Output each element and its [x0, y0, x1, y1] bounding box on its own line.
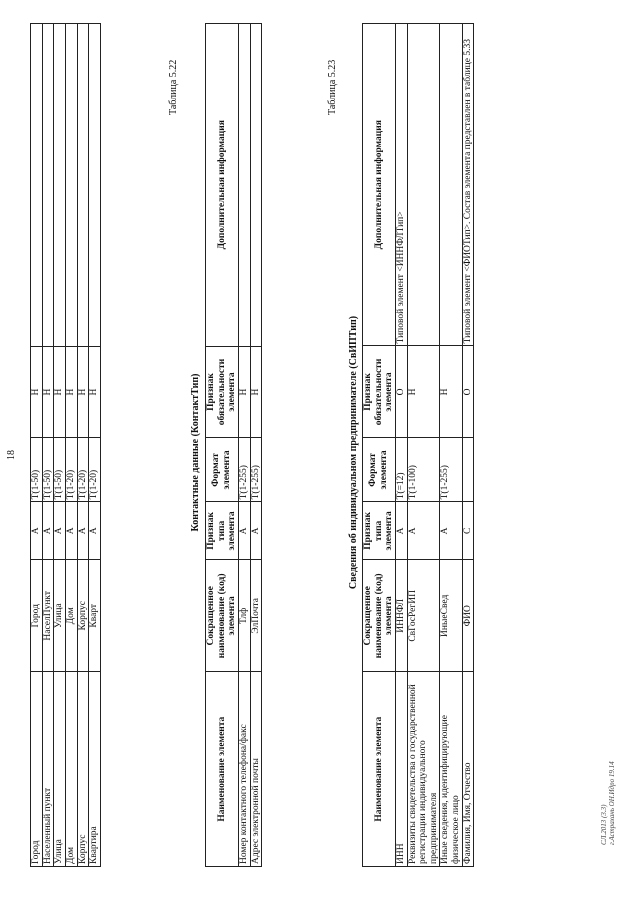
cell-req: О	[462, 346, 474, 438]
cell-info	[42, 24, 54, 347]
table-row	[462, 24, 474, 867]
cell-code: Кварт	[89, 560, 101, 672]
cell-name: Населенный пункт	[42, 672, 54, 867]
address-table	[30, 23, 101, 867]
cell-name: Дом	[65, 672, 77, 867]
cell-name: Адрес электронной почты	[250, 672, 262, 867]
cell-req: Н	[77, 346, 89, 438]
header-row	[363, 24, 396, 867]
cell-type: А	[395, 502, 407, 560]
cell-format: T(1-50)	[31, 438, 43, 502]
cell-req: Н	[31, 346, 43, 438]
cell-name: Город	[31, 672, 43, 867]
cell-name: Квартира	[89, 672, 101, 867]
table-row	[42, 24, 54, 867]
cell-info: Типовой элемент <ФИОТип>. Состав элемента представлен в таблице 5.33	[462, 24, 474, 346]
ip-table	[362, 23, 474, 867]
table-row	[395, 24, 407, 867]
column-header: Признак обязательности элемента	[206, 346, 239, 438]
cell-type: А	[31, 502, 43, 560]
cell-name: ИНН	[395, 672, 407, 867]
cell-req: Н	[250, 346, 262, 438]
cell-type: С	[462, 502, 474, 560]
column-header: Дополнительная информация	[206, 24, 239, 347]
cell-name: Иные сведения, идентифицирующие физическое лицо	[440, 672, 462, 867]
cell-name: Фамилия, Имя, Отчество	[462, 672, 474, 867]
cell-code: Тлф	[238, 560, 250, 672]
cell-info	[440, 24, 462, 346]
cell-type: А	[407, 502, 440, 560]
cell-code: НаселПункт	[42, 560, 54, 672]
cell-info	[407, 24, 440, 346]
cell-req: Н	[440, 346, 462, 438]
column-header: Сокращенное наименование (код) элемента	[206, 560, 239, 672]
page-number: 18	[6, 450, 17, 460]
cell-format: T(=12)	[395, 438, 407, 502]
cell-format: T(1-20)	[77, 438, 89, 502]
cell-code: ФИО	[462, 560, 474, 672]
cell-type: А	[89, 502, 101, 560]
column-header: Признак обязательности элемента	[363, 346, 396, 438]
cell-code: ЭлПочта	[250, 560, 262, 672]
cell-info: Типовой элемент <ИННФЛТип>	[395, 24, 407, 346]
column-header: Формат элемента	[206, 438, 239, 502]
cell-req: Н	[407, 346, 440, 438]
cell-req: О	[395, 346, 407, 438]
column-header: Признак типа элемента	[206, 502, 239, 560]
header-row	[206, 24, 239, 867]
cell-type: А	[238, 502, 250, 560]
table-row	[250, 24, 262, 867]
column-header: Наименование элемента	[206, 672, 239, 867]
column-header: Дополнительная информация	[363, 24, 396, 346]
cell-code: СвГосРегИП	[407, 560, 440, 672]
table-row	[54, 24, 66, 867]
cell-req: Н	[42, 346, 54, 438]
cell-req: Н	[89, 346, 101, 438]
table-row	[89, 24, 101, 867]
table-row	[407, 24, 440, 867]
column-header: Наименование элемента	[363, 672, 396, 867]
contact-table	[205, 23, 262, 867]
table-row	[31, 24, 43, 867]
table-row	[238, 24, 250, 867]
cell-info	[89, 24, 101, 347]
cell-type: А	[77, 502, 89, 560]
cell-code: Корпус	[77, 560, 89, 672]
cell-code: Город	[31, 560, 43, 672]
cell-info	[54, 24, 66, 347]
cell-format: T(1-255)	[238, 438, 250, 502]
cell-req: Н	[238, 346, 250, 438]
cell-name: Корпус	[77, 672, 89, 867]
cell-format: T(1-50)	[42, 438, 54, 502]
cell-code: ИННФЛ	[395, 560, 407, 672]
cell-type: А	[42, 502, 54, 560]
cell-req: Н	[65, 346, 77, 438]
cell-format: T(1-100)	[407, 438, 440, 502]
cell-info	[31, 24, 43, 347]
cell-code: ИныеСвед	[440, 560, 462, 672]
cell-format: T(1-50)	[54, 438, 66, 502]
table-row	[77, 24, 89, 867]
table-523-label: Таблица 5.23	[327, 59, 338, 115]
cell-name: Реквизиты свидетельства о государственной регистрации индивидуального предпринимателя	[407, 672, 440, 867]
cell-info	[77, 24, 89, 347]
table-row	[65, 24, 77, 867]
cell-format: T(1-255)	[440, 438, 462, 502]
cell-code: Дом	[65, 560, 77, 672]
column-header: Формат элемента	[363, 438, 396, 502]
table-522-title: Контактные данные (КонтактТип)	[190, 373, 201, 532]
cell-code: Улица	[54, 560, 66, 672]
cell-format: T(1-20)	[89, 438, 101, 502]
table-523-title: Сведения об индивидуальном предпринимателе (СвИПТип)	[348, 315, 359, 590]
cell-info	[250, 24, 262, 347]
cell-format: T(1-20)	[65, 438, 77, 502]
cell-type: А	[440, 502, 462, 560]
cell-type: А	[65, 502, 77, 560]
table-522-label: Таблица 5.22	[168, 59, 179, 115]
cell-info	[65, 24, 77, 347]
cell-format: T(1-255)	[250, 438, 262, 502]
cell-type: А	[54, 502, 66, 560]
cell-type: А	[250, 502, 262, 560]
cell-name: Номер контактного телефона/факс	[238, 672, 250, 867]
cell-name: Улица	[54, 672, 66, 867]
column-header: Сокращенное наименование (код) элемента	[363, 560, 396, 672]
cell-format	[462, 438, 474, 502]
column-header: Признак типа элемента	[363, 502, 396, 560]
margin-stamp: СЛ.2013 (3.3) г.Астрахань ОН.Идро 19.14	[600, 761, 617, 845]
table-row	[440, 24, 462, 867]
cell-req: Н	[54, 346, 66, 438]
cell-info	[238, 24, 250, 347]
